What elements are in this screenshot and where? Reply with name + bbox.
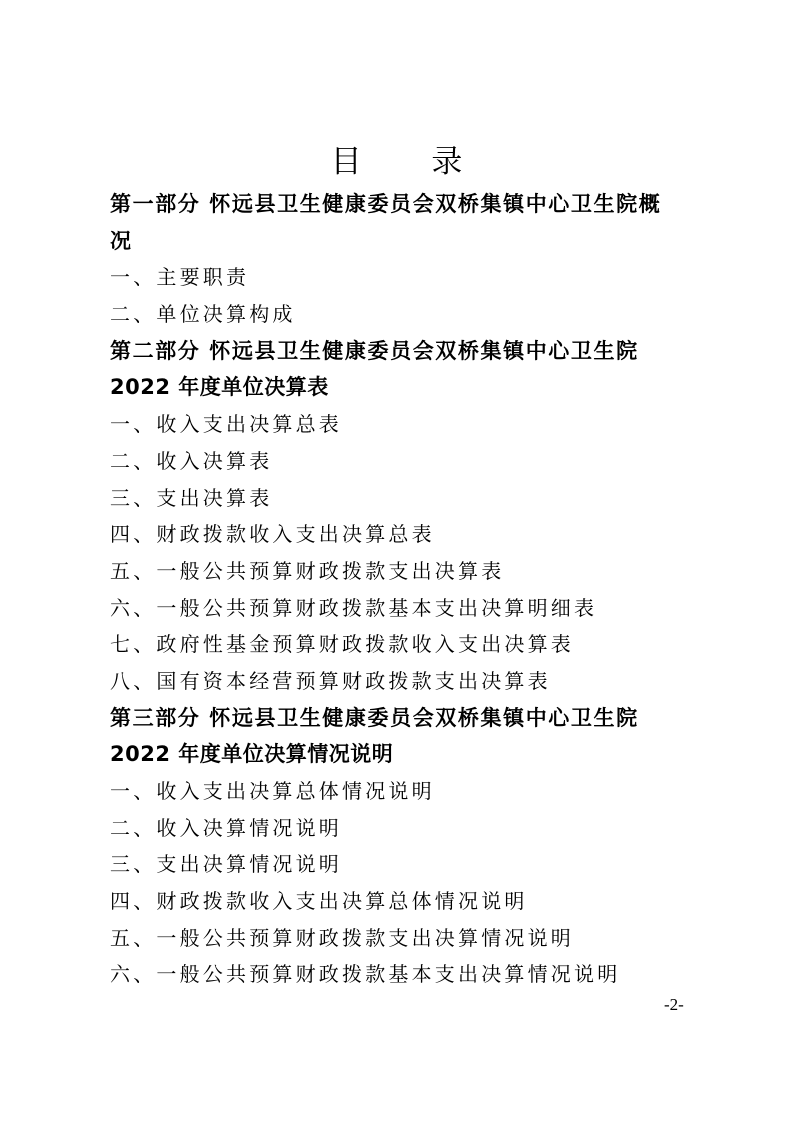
- part-2-heading: 第二部分 怀远县卫生健康委员会双桥集镇中心卫生院: [110, 338, 639, 363]
- table-of-contents: [110, 186, 710, 993]
- part-2-heading-continued: 2022 年度单位决算表: [110, 375, 329, 400]
- toc-item: 二、收入决算表: [110, 448, 273, 473]
- toc-item: 八、国有资本经营预算财政拨款支出决算表: [110, 668, 551, 693]
- toc-item: 三、支出决算情况说明: [110, 852, 342, 877]
- toc-item: 二、单位决算构成: [110, 302, 296, 327]
- toc-item: 四、财政拨款收入支出决算总表: [110, 522, 435, 547]
- toc-item: 六、一般公共预算财政拨款基本支出决算情况说明: [110, 962, 621, 987]
- toc-item: 一、收入支出决算总表: [110, 412, 342, 437]
- toc-item: 一、收入支出决算总体情况说明: [110, 779, 435, 803]
- toc-item: 六、一般公共预算财政拨款基本支出决算明细表: [110, 595, 598, 620]
- toc-item: 二、收入决算情况说明: [110, 815, 342, 840]
- part-1-heading: 第一部分 怀远县卫生健康委员会双桥集镇中心卫生院概: [110, 192, 662, 216]
- part-1-heading-continued: 况: [110, 228, 132, 253]
- page-title: 目 录: [330, 144, 493, 180]
- toc-item: 一、主要职责: [110, 265, 250, 290]
- part-3-heading: 第三部分 怀远县卫生健康委员会双桥集镇中心卫生院: [110, 705, 639, 730]
- toc-item: 四、财政拨款收入支出决算总体情况说明: [110, 889, 528, 914]
- toc-item: 五、一般公共预算财政拨款支出决算表: [110, 558, 505, 583]
- page-number: -2-: [664, 995, 684, 1014]
- toc-item: 五、一般公共预算财政拨款支出决算情况说明: [110, 925, 574, 950]
- part-3-heading-continued: 2022 年度单位决算情况说明: [110, 742, 394, 767]
- toc-item: 七、政府性基金预算财政拨款收入支出决算表: [110, 632, 574, 657]
- toc-item: 三、支出决算表: [110, 485, 273, 510]
